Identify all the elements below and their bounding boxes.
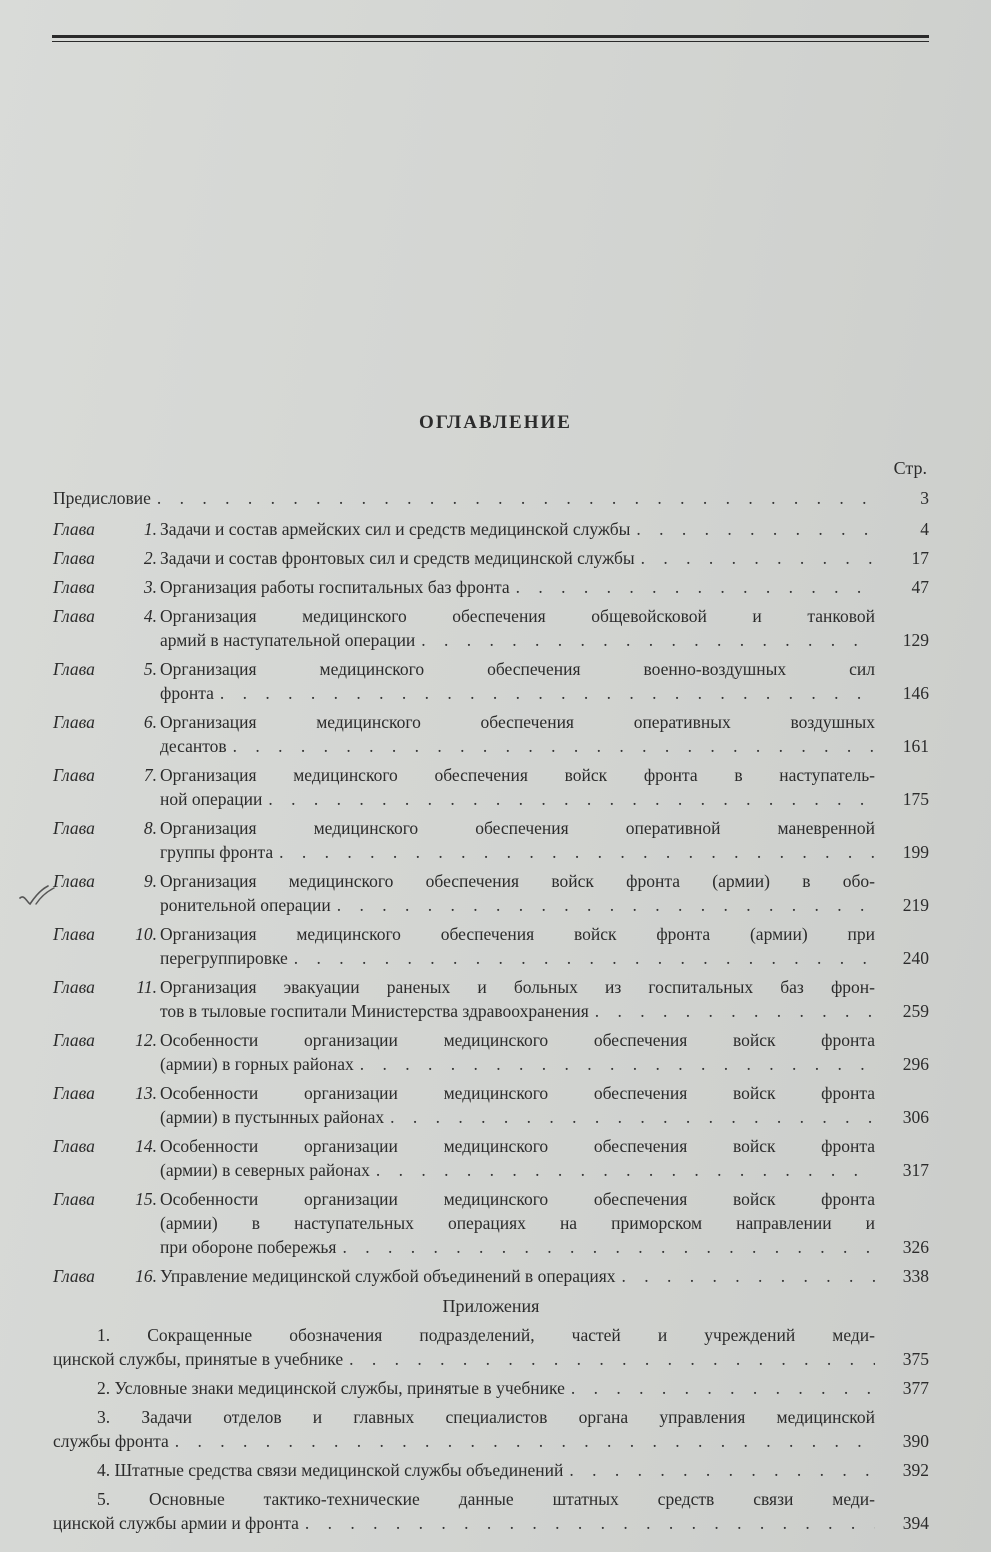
toc-entry-title-line (160, 1235, 875, 1259)
chapter-number: 4. (143, 606, 157, 626)
toc-entry-title: цинской службы армии и фронта (53, 1513, 299, 1533)
toc-entry-page: 306 (902, 1107, 929, 1127)
leader-dots (390, 1105, 875, 1129)
toc-entry-title: группы фронта (160, 842, 274, 862)
leader-dots (342, 1235, 875, 1259)
toc-entry-title-line (160, 628, 875, 652)
toc-entry-title: службы фронта (53, 1431, 169, 1451)
toc-entry-title-line: Особенности организации медицинского обеспечения войск фронта (160, 1189, 875, 1209)
leader-dots (641, 546, 875, 570)
chapter-word: Глава (53, 924, 95, 944)
chapter-label (53, 1134, 160, 1158)
toc-entry-title-line: Организация медицинского обеспечения общевойсковой и танковой (160, 606, 875, 626)
toc-entry-title-line: 1. Сокращенные обозначения подразделений, частей и учреждений меди- (97, 1325, 875, 1345)
leader-dots (636, 517, 875, 541)
toc-entry-page: 394 (902, 1513, 929, 1533)
toc-entry-title-line: Организация медицинского обеспечения оперативной маневренной (160, 818, 875, 838)
chapter-word: Глава (53, 1030, 95, 1050)
leader-dots (349, 1347, 875, 1371)
chapter-word: Глава (53, 871, 95, 891)
chapter-word: Глава (53, 1266, 95, 1286)
chapter-number: 3. (143, 577, 157, 597)
toc-entry-page: 17 (911, 548, 929, 568)
leader-dots (294, 946, 875, 970)
toc-entry-body (160, 816, 875, 864)
toc-entry-page: 219 (902, 895, 929, 915)
toc-entry-chapter[interactable] (53, 575, 929, 599)
chapter-word: Глава (53, 1189, 95, 1209)
chapter-number: 13. (135, 1083, 157, 1103)
toc-entry-title-line: 5. Основные тактико-технические данные штатных средств связи меди- (97, 1489, 875, 1509)
page-title: ОГЛАВЛЕНИЕ (419, 412, 572, 433)
toc-entry-title: Задачи и состав армейских сил и средств медицинской службы (160, 519, 631, 539)
leader-dots (279, 840, 875, 864)
toc-entry-appendix[interactable] (53, 1323, 929, 1371)
chapter-word: Глава (53, 606, 95, 626)
toc-entry-title-line (160, 893, 875, 917)
chapter-number: 9. (143, 871, 157, 891)
toc-entry-title: Предисловие (53, 488, 151, 508)
toc-entry-chapter[interactable] (53, 710, 929, 758)
toc-entry-page: 338 (902, 1266, 929, 1286)
leader-dots (220, 681, 875, 705)
toc-entry-body (160, 1028, 875, 1076)
toc-entry-title-line: 3. Задачи отделов и главных специалистов органа управления медицинской (97, 1407, 875, 1427)
leader-dots (622, 1264, 875, 1288)
toc-entry-title-line (160, 840, 875, 864)
leader-dots (233, 734, 875, 758)
leader-dots (595, 999, 875, 1023)
toc-entry-title-line (53, 1347, 875, 1371)
chapter-word: Глава (53, 548, 95, 568)
toc-entry-title-line: Особенности организации медицинского обеспечения войск фронта (160, 1136, 875, 1156)
toc-entry-title: Управление медицинской службой объединений в операциях (160, 1266, 616, 1286)
toc-entry-body (160, 575, 875, 599)
toc-entry-body (160, 710, 875, 758)
chapter-number: 8. (143, 818, 157, 838)
toc-entry-chapter[interactable] (53, 1028, 929, 1076)
toc-entry-chapter[interactable] (53, 816, 929, 864)
chapter-number: 16. (135, 1266, 157, 1286)
toc-entry-page: 392 (902, 1460, 929, 1480)
chapter-label (53, 710, 160, 734)
toc-entry-preface[interactable] (53, 486, 929, 510)
chapter-number: 7. (143, 765, 157, 785)
toc-entry-page: 3 (920, 488, 929, 508)
toc-entry-title: Задачи и состав фронтовых сил и средств медицинской службы (160, 548, 635, 568)
handwritten-check-mark-icon (18, 884, 58, 906)
appendix-list (53, 1323, 929, 1535)
toc-entry-title: десантов (160, 736, 227, 756)
leader-dots (376, 1158, 875, 1182)
chapter-number: 6. (143, 712, 157, 732)
table-of-contents (53, 486, 929, 1540)
toc-entry-title-line (160, 575, 875, 599)
toc-entry-title-line (160, 1264, 875, 1288)
toc-entry-title-line (160, 1158, 875, 1182)
chapter-label (53, 546, 160, 570)
chapter-label (53, 1187, 160, 1211)
chapter-number: 10. (135, 924, 157, 944)
toc-entry-body (160, 922, 875, 970)
chapter-number: 12. (135, 1030, 157, 1050)
toc-entry-body (53, 1376, 875, 1400)
toc-entry-chapter[interactable] (53, 1264, 929, 1288)
toc-entry-title-line: Организация эвакуации раненых и больных из госпитальных баз фрон- (160, 977, 875, 997)
chapter-number: 2. (143, 548, 157, 568)
chapter-label (53, 575, 160, 599)
chapter-label (53, 763, 160, 787)
toc-entry-title-line (160, 546, 875, 570)
toc-entry-chapter[interactable] (53, 869, 929, 917)
toc-entry-title-line: Организация медицинского обеспечения войск фронта (армии) в обо- (160, 871, 875, 891)
toc-entry-page: 47 (911, 577, 929, 597)
toc-entry-body (53, 1458, 875, 1482)
toc-entry-title: перегруппировке (160, 948, 288, 968)
leader-dots (157, 486, 875, 510)
header-rule-thick (52, 35, 929, 38)
toc-entry-title-line (160, 681, 875, 705)
chapter-label (53, 869, 160, 893)
toc-entry-title: ронительной операции (160, 895, 331, 915)
toc-entry-title-line (53, 1511, 875, 1535)
leader-dots (305, 1511, 875, 1535)
leader-dots (337, 893, 875, 917)
toc-entry-page: 375 (902, 1349, 929, 1369)
toc-entry-title: (армии) в пустынных районах (160, 1107, 385, 1127)
chapter-word: Глава (53, 1136, 95, 1156)
leader-dots (360, 1052, 875, 1076)
chapter-number: 15. (135, 1189, 157, 1209)
toc-entry-title-line (160, 517, 875, 541)
toc-entry-title-line (160, 787, 875, 811)
toc-entry-page: 175 (902, 789, 929, 809)
chapter-number: 5. (143, 659, 157, 679)
chapter-label (53, 816, 160, 840)
chapter-number: 14. (135, 1136, 157, 1156)
chapter-label (53, 922, 160, 946)
toc-entry-title-line: Организация медицинского обеспечения оперативных воздушных (160, 712, 875, 732)
toc-entry-title: фронта (160, 683, 214, 703)
toc-entry-body (160, 1264, 875, 1288)
page-column-label: Стр. (893, 458, 927, 478)
toc-entry-title: цинской службы, принятые в учебнике (53, 1349, 344, 1369)
toc-entry-page: 161 (902, 736, 929, 756)
toc-entry-chapter[interactable] (53, 922, 929, 970)
toc-entry-title: тов в тыловые госпитали Министерства здравоохранения (160, 1001, 589, 1021)
chapter-word: Глава (53, 977, 95, 997)
toc-entry-title-line: Особенности организации медицинского обеспечения войск фронта (160, 1030, 875, 1050)
leader-dots (516, 575, 875, 599)
chapter-word: Глава (53, 577, 95, 597)
chapter-label (53, 1028, 160, 1052)
toc-entry-body (160, 657, 875, 705)
toc-entry-body (160, 1187, 875, 1259)
chapter-label (53, 657, 160, 681)
toc-entry-title-line (160, 946, 875, 970)
toc-entry-title: 2. Условные знаки медицинской службы, принятые в учебнике (97, 1378, 565, 1398)
chapter-number: 11. (136, 977, 157, 997)
chapter-word: Глава (53, 1083, 95, 1103)
chapter-label (53, 517, 160, 541)
toc-entry-page: 129 (902, 630, 929, 650)
toc-entry-title: Организация работы госпитальных баз фронта (160, 577, 510, 597)
toc-entry-body (160, 763, 875, 811)
toc-entry-chapter[interactable] (53, 517, 929, 541)
toc-entry-title-line (53, 1376, 875, 1400)
toc-entry-page: 240 (902, 948, 929, 968)
header-rule-thin (52, 41, 929, 42)
toc-entry-page: 146 (902, 683, 929, 703)
toc-entry-chapter[interactable] (53, 546, 929, 570)
toc-entry-page: 259 (902, 1001, 929, 1021)
chapter-label (53, 604, 160, 628)
toc-entry-page: 326 (902, 1237, 929, 1257)
toc-entry-body (160, 975, 875, 1023)
leader-dots (268, 787, 875, 811)
toc-entry-chapter[interactable] (53, 657, 929, 705)
toc-entry-appendix[interactable] (53, 1405, 929, 1453)
toc-entry-title-line: Организация медицинского обеспечения войск фронта в наступатель- (160, 765, 875, 785)
toc-entry-title-line (53, 1458, 875, 1482)
toc-entry-body (160, 604, 875, 652)
toc-entry-page: 4 (920, 519, 929, 539)
chapter-number: 1. (143, 519, 157, 539)
appendix-heading: Приложения (442, 1296, 540, 1316)
chapter-label (53, 1264, 160, 1288)
toc-entry-page: 377 (902, 1378, 929, 1398)
toc-entry-appendix[interactable] (53, 1487, 929, 1535)
toc-entry-body (160, 1134, 875, 1182)
toc-entry-body (160, 1081, 875, 1129)
toc-entry-chapter[interactable] (53, 1081, 929, 1129)
toc-entry-title-line (53, 1429, 875, 1453)
toc-entry-chapter[interactable] (53, 604, 929, 652)
toc-entry-appendix[interactable] (53, 1458, 929, 1482)
toc-entry-body (160, 517, 875, 541)
chapter-label (53, 975, 160, 999)
toc-entry-chapter[interactable] (53, 975, 929, 1023)
toc-entry-page: 296 (902, 1054, 929, 1074)
toc-entry-title-line: (армии) в наступательных операциях на приморском направлении и (160, 1213, 875, 1233)
chapter-list (53, 517, 929, 1288)
toc-entry-title: (армии) в горных районах (160, 1054, 354, 1074)
toc-entry-body (53, 1487, 875, 1535)
toc-entry-body (160, 869, 875, 917)
toc-entry-body (160, 546, 875, 570)
leader-dots (569, 1458, 875, 1482)
toc-entry-chapter[interactable] (53, 763, 929, 811)
toc-entry-body (53, 1405, 875, 1453)
toc-entry-chapter[interactable] (53, 1187, 929, 1259)
toc-entry-appendix[interactable] (53, 1376, 929, 1400)
toc-entry-title-line: Организация медицинского обеспечения военно-воздушных сил (160, 659, 875, 679)
toc-entry-title-line: Организация медицинского обеспечения войск фронта (армии) при (160, 924, 875, 944)
leader-dots (421, 628, 875, 652)
chapter-word: Глава (53, 659, 95, 679)
toc-entry-page: 317 (902, 1160, 929, 1180)
chapter-label (53, 1081, 160, 1105)
toc-entry-body (53, 1323, 875, 1371)
chapter-word: Глава (53, 818, 95, 838)
toc-entry-title: армий в наступательной операции (160, 630, 416, 650)
toc-entry-title: 4. Штатные средства связи медицинской службы объединений (97, 1460, 564, 1480)
toc-entry-title-line (160, 1052, 875, 1076)
toc-entry-title-line (160, 734, 875, 758)
toc-entry-title-line (160, 999, 875, 1023)
toc-entry-title-line: Особенности организации медицинского обеспечения войск фронта (160, 1083, 875, 1103)
toc-entry-page: 199 (902, 842, 929, 862)
toc-entry-title: при обороне побережья (160, 1237, 337, 1257)
leader-dots (571, 1376, 875, 1400)
leader-dots (175, 1429, 875, 1453)
toc-entry-page: 390 (902, 1431, 929, 1451)
toc-entry-title: (армии) в северных районах (160, 1160, 370, 1180)
toc-entry-title: ной операции (160, 789, 263, 809)
chapter-word: Глава (53, 765, 95, 785)
chapter-word: Глава (53, 519, 95, 539)
chapter-word: Глава (53, 712, 95, 732)
toc-entry-title-line (160, 1105, 875, 1129)
toc-entry-chapter[interactable] (53, 1134, 929, 1182)
